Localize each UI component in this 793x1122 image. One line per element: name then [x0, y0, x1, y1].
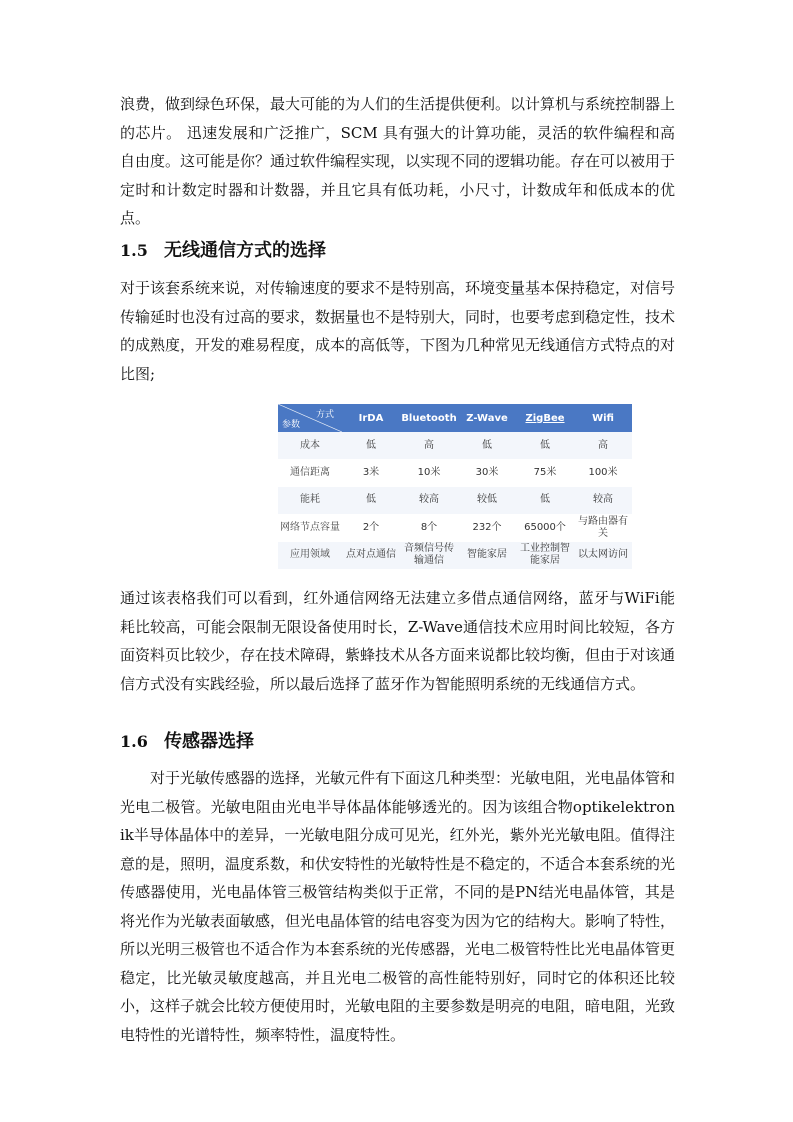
table-cell: 低 — [342, 432, 400, 459]
table-cell: 低 — [458, 432, 516, 459]
table-cell: 以太网访问 — [574, 542, 632, 569]
row-label: 应用领域 — [278, 542, 342, 569]
section-number: 1.5 — [120, 241, 148, 260]
analysis-paragraph: 通过该表格我们可以看到，红外通信网络无法建立多借点通信网络，蓝牙与WiFi能耗比较高，可能会限制无限设备使用时长，Z-Wave通信技术应用时间比较短，各方面资料页比较少，存在技术障碍，紫蜂技术从各方面来说都比较均衡，但由于对该通信方式没有实践经验，所以最后选择了蓝牙作为智能照明系统的无线通信方式。 — [120, 589, 676, 693]
table-cell: 与路由器有关 — [574, 514, 632, 541]
table-cell: 高 — [400, 432, 458, 459]
corner-bottom-label: 参数 — [282, 420, 301, 430]
table-cell: 工业控制智能家居 — [516, 542, 574, 569]
section-title: 传感器选择 — [164, 731, 254, 752]
table-row — [278, 542, 632, 569]
table-header-row — [278, 404, 632, 432]
row-label: 能耗 — [278, 487, 342, 514]
table-cell: 10米 — [400, 459, 458, 486]
column-header: IrDA — [342, 404, 400, 432]
table-cell: 65000个 — [516, 514, 574, 541]
table-cell: 75米 — [516, 459, 574, 486]
row-label: 网络节点容量 — [278, 514, 342, 541]
table-cell: 智能家居 — [458, 542, 516, 569]
table-corner-cell — [278, 404, 342, 432]
table-cell: 8个 — [400, 514, 458, 541]
section-heading-1-6 — [120, 730, 675, 754]
table-cell: 低 — [516, 432, 574, 459]
table-row — [278, 514, 632, 541]
table-cell: 点对点通信 — [342, 542, 400, 569]
table-cell: 30米 — [458, 459, 516, 486]
corner-top-label: 方式 — [315, 410, 334, 420]
table-cell: 2个 — [342, 514, 400, 541]
table-cell: 低 — [342, 487, 400, 514]
table-cell: 较低 — [458, 487, 516, 514]
row-label: 通信距离 — [278, 459, 342, 486]
table-row — [278, 459, 632, 486]
sensor-paragraph: 对于光敏传感器的选择，光敏元件有下面这几种类型：光敏电阻，光电晶体管和光电二极管。光敏电阻由光电半导体晶体能够透光的。因为该组合物optikelektronik半导体晶体中的差异，一光敏电阻分成可见光，红外光，紫外光光敏电阻。值得注意的是，照明，温度系数，和伏安特性的光敏特性是不稳定的，不适合本套系统的光传感器使用，光电晶体管三极管结构类似于正常，不同的是PN结光电晶体管，其是将光作为光敏表面敏感，但光电晶体管的结电容变为因为它的结构大。影响了特性，所以光明三极管也不适合作为本套系统的光传感器，光电二极管特性比光电晶体管更稳定，比光敏灵敏度越高，并且光电二极管的高性能特别好，同时它的体积还比较小，这样子就会比较方便使用时，光敏电阻的主要参数是明亮的电阻，暗电阻，光致电特性的光谱特性，频率特性，温度特性。 — [120, 769, 676, 1044]
table-cell: 低 — [516, 487, 574, 514]
wireless-paragraph: 对于该套系统来说，对传输速度的要求不是特别高，环境变量基本保持稳定，对信号传输延时也没有过高的要求，数据量也不是特别大，同时，也要考虑到稳定性，技术的成熟度，开发的难易程度，成本的高低等，下图为几种常见无线通信方式特点的对比图; — [120, 279, 676, 383]
section-title: 无线通信方式的选择 — [164, 240, 326, 261]
table-row — [278, 487, 632, 514]
table-cell: 高 — [574, 432, 632, 459]
table-cell: 232个 — [458, 514, 516, 541]
table-cell: 音频信号传输通信 — [400, 542, 458, 569]
section-number: 1.6 — [120, 732, 148, 751]
column-header: ZigBee — [516, 404, 574, 432]
column-header: Bluetooth — [400, 404, 458, 432]
column-header: Wifi — [574, 404, 632, 432]
table-cell: 100米 — [574, 459, 632, 486]
table-row — [278, 432, 632, 459]
table-cell: 较高 — [574, 487, 632, 514]
column-header: Z-Wave — [458, 404, 516, 432]
intro-paragraph: 浪费，做到绿色环保，最大可能的为人们的生活提供便利。以计算机与系统控制器上的芯片。 迅速发展和广泛推广，SCM 具有强大的计算功能，灵活的软件编程和高自由度。这可能是你？通过软件编程实现，以实现不同的逻辑功能。存在可以被用于定时和计数定时器和计数器，并且它具有低功耗，小尺寸，计数成年和低成本的优点。 — [120, 95, 676, 227]
table-cell: 3米 — [342, 459, 400, 486]
table-cell: 较高 — [400, 487, 458, 514]
wireless-comparison-table — [278, 404, 632, 569]
section-heading-1-5 — [120, 239, 675, 263]
row-label: 成本 — [278, 432, 342, 459]
